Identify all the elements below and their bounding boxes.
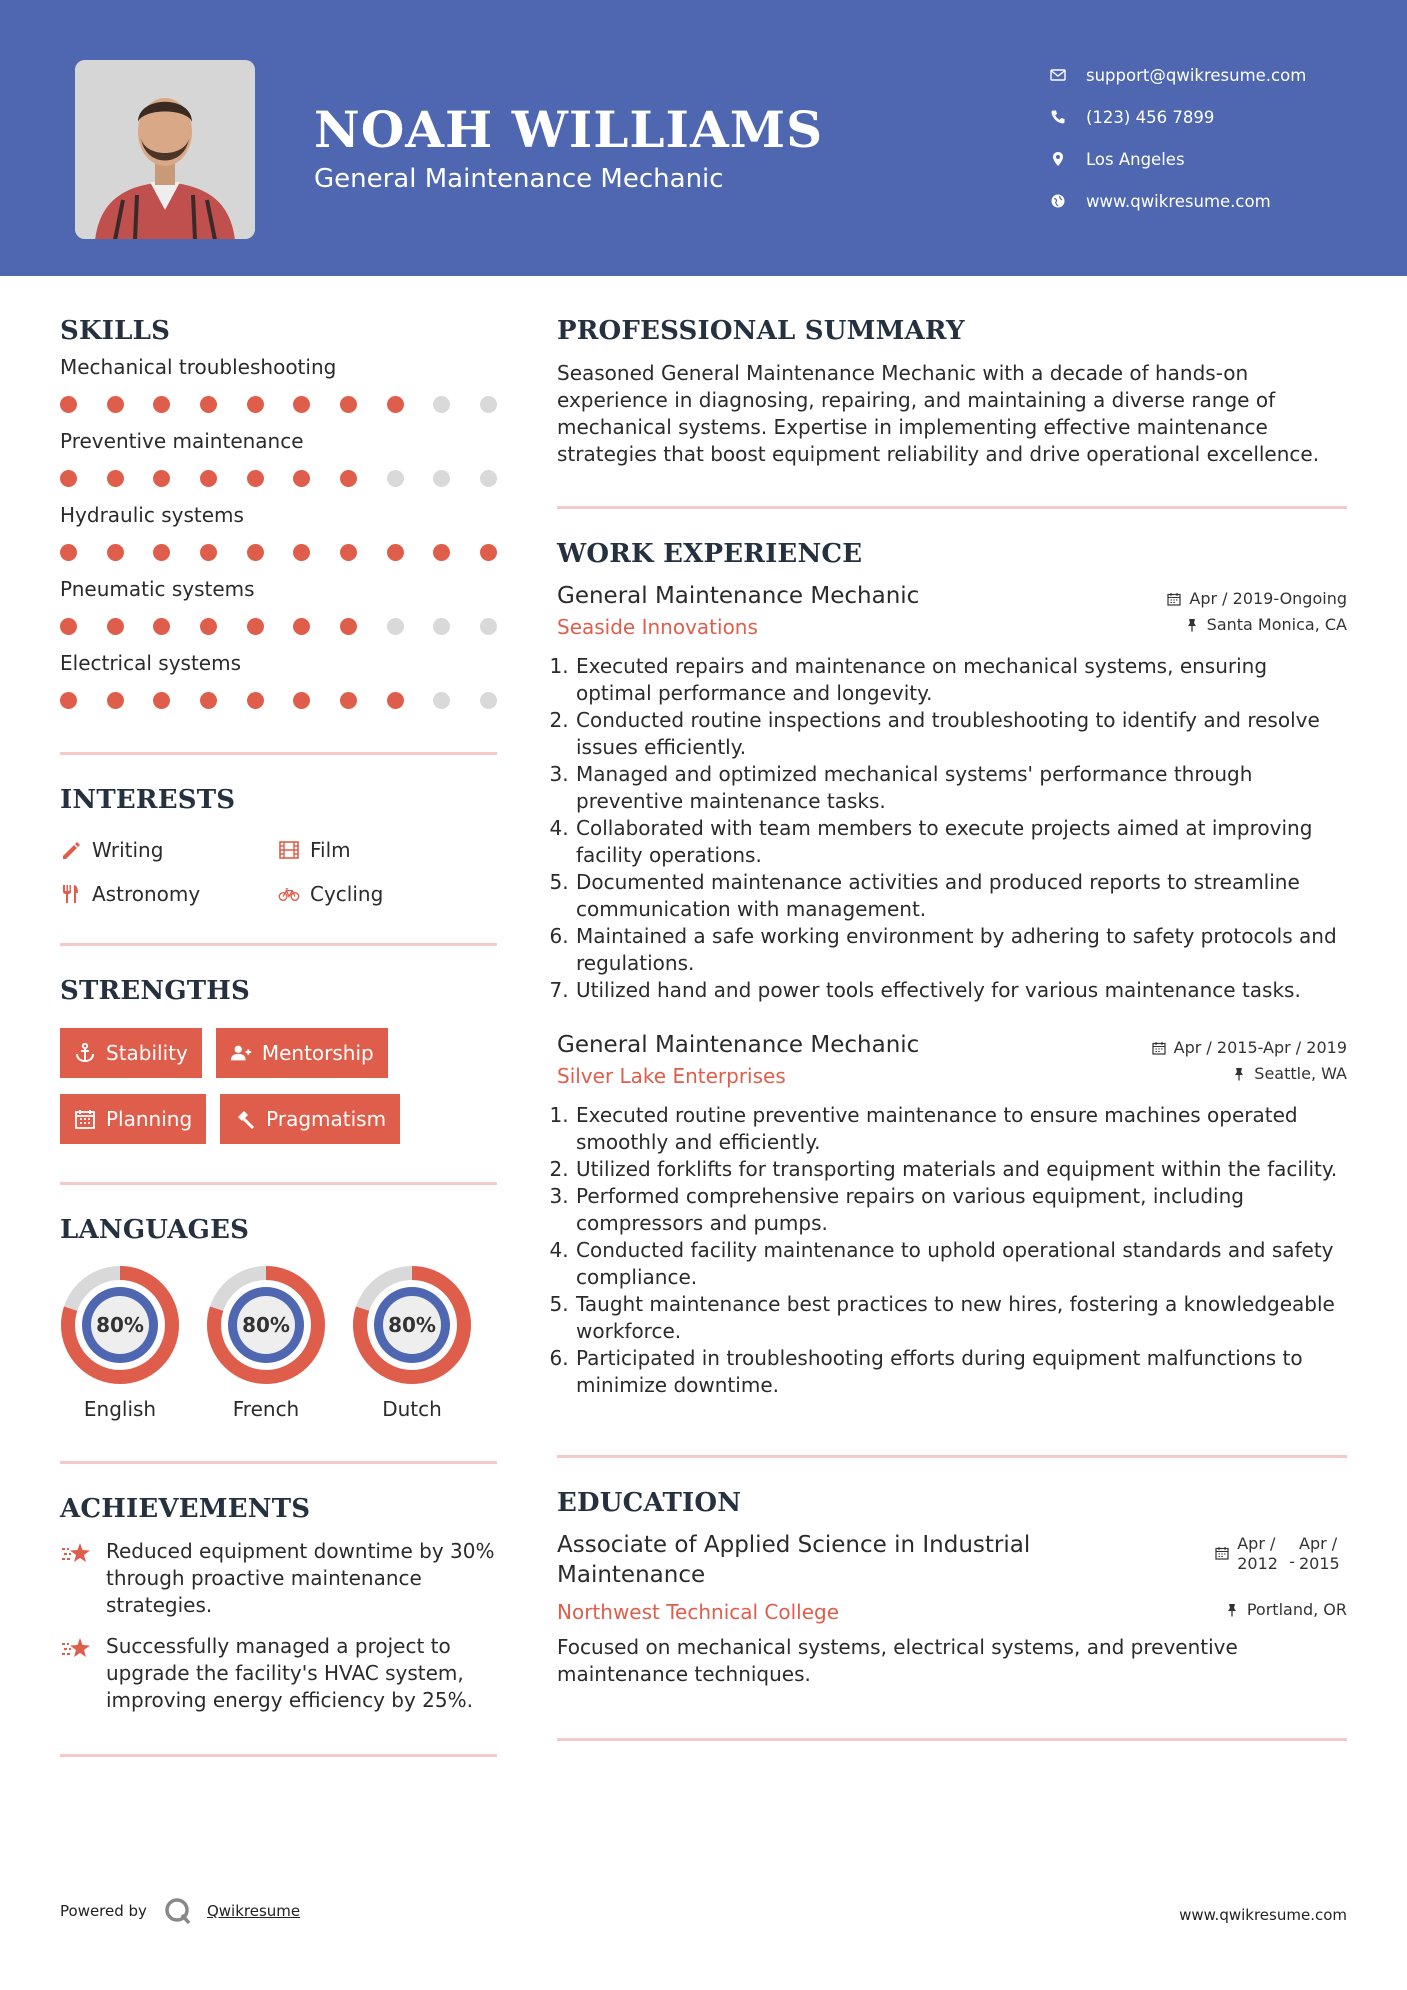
list-item: 4. Conducted facility maintenance to uphold operational standards and safety compliance. (575, 1237, 1347, 1291)
interest-item (278, 835, 496, 865)
rating-dot-filled (247, 544, 264, 561)
rating-dot-empty (433, 396, 450, 413)
left-column (60, 276, 497, 1757)
rating-dot-filled (293, 692, 310, 709)
skill-rating (60, 456, 497, 500)
rating-dot-filled (200, 470, 217, 487)
contact-website-text: www.qwikresume.com (1086, 191, 1271, 211)
language-item (60, 1265, 180, 1421)
interest-label: Cycling (310, 882, 384, 906)
strengths-heading: STRENGTHS (60, 976, 251, 1006)
skill-item (60, 500, 497, 574)
pushpin-icon (1232, 1067, 1246, 1081)
list-item: 2. Utilized forklifts for transporting materials and equipment within the facility. (575, 1156, 1347, 1183)
education-heading: EDUCATION (557, 1488, 742, 1518)
calendar-icon (74, 1108, 96, 1130)
calendar-icon (1167, 592, 1181, 606)
skill-name: Mechanical troubleshooting (60, 355, 337, 379)
rating-dot-empty (433, 470, 450, 487)
achievements-list (60, 1538, 497, 1714)
rating-dot-filled (60, 544, 77, 561)
phone-icon (1050, 109, 1086, 125)
rating-dot-filled (293, 544, 310, 561)
header-banner (0, 0, 1407, 276)
school-name: Northwest Technical College (557, 1600, 840, 1624)
achievements-heading: ACHIEVEMENTS (60, 1494, 311, 1524)
rating-dot-filled (60, 470, 77, 487)
rating-dot-filled (247, 618, 264, 635)
contact-website[interactable] (1050, 180, 1380, 222)
pushpin-icon (1185, 618, 1199, 632)
rating-dot-filled (387, 396, 404, 413)
rating-dot-filled (153, 470, 170, 487)
rating-dot-empty (387, 470, 404, 487)
strength-label: Mentorship (261, 1041, 374, 1065)
rating-dot-filled (200, 692, 217, 709)
candidate-title: General Maintenance Mechanic (314, 164, 724, 194)
rating-dot-empty (433, 618, 450, 635)
summary-heading: PROFESSIONAL SUMMARY (557, 316, 965, 346)
job-dates (1167, 589, 1347, 608)
interest-label: Writing (92, 838, 164, 862)
rating-dot-filled (107, 692, 124, 709)
rating-dot-empty (480, 618, 497, 635)
job-location (1232, 1064, 1347, 1083)
right-column (557, 276, 1347, 1741)
education-end: Apr / 2015 (1299, 1534, 1340, 1573)
language-gauge (352, 1265, 472, 1385)
rating-dot-filled (153, 396, 170, 413)
skills-heading: SKILLS (60, 316, 171, 346)
rating-dot-filled (200, 618, 217, 635)
rating-dot-filled (340, 544, 357, 561)
strengths-list (60, 1028, 497, 1144)
interest-label: Astronomy (92, 882, 201, 906)
strength-tag (60, 1028, 202, 1078)
list-item: 1. Executed routine preventive maintenance to ensure machines operated smoothly and efficiently. (575, 1102, 1347, 1156)
list-item: 4. Collaborated with team members to execute projects aimed at improving facility operations. (575, 815, 1347, 869)
rating-dot-filled (293, 618, 310, 635)
rating-dot-filled (247, 470, 264, 487)
rating-dot-empty (480, 396, 497, 413)
interest-item (278, 879, 496, 909)
contact-email-text: support@qwikresume.com (1086, 65, 1307, 85)
brand-link[interactable]: Qwikresume (206, 1902, 301, 1920)
strength-tag (216, 1028, 388, 1078)
contact-email[interactable] (1050, 54, 1380, 96)
rating-dot-filled (60, 618, 77, 635)
contact-phone-text: (123) 456 7899 (1086, 107, 1215, 127)
interests-list (60, 835, 497, 909)
interest-item (60, 879, 278, 909)
rating-dot-filled (107, 396, 124, 413)
skill-name: Preventive maintenance (60, 429, 304, 453)
rating-dot-filled (153, 544, 170, 561)
achievement-text: Reduced equipment downtime by 30% through proactive maintenance strategies. (106, 1539, 495, 1617)
language-name: English (83, 1397, 157, 1421)
utensils-icon (60, 883, 82, 905)
rating-dot-filled (387, 692, 404, 709)
skill-item (60, 648, 497, 722)
job-entry (557, 1032, 1347, 1399)
powered-by-text: Powered by (60, 1902, 147, 1920)
achievement-text: Successfully managed a project to upgrade the facility's HVAC system, improving energy efficiency by 25%. (106, 1634, 473, 1712)
list-item: 5. Documented maintenance activities and produced reports to streamline communication with management. (575, 869, 1347, 923)
profile-photo (75, 60, 255, 239)
anchor-icon (74, 1042, 96, 1064)
gauge-percent-label: 80% (96, 1313, 144, 1337)
skill-rating (60, 382, 497, 426)
rating-dot-empty (480, 692, 497, 709)
job-dates-text: Apr / 2019-Ongoing (1189, 589, 1347, 608)
strength-label: Pragmatism (266, 1107, 387, 1131)
interest-item (60, 835, 278, 865)
rating-dot-empty (480, 470, 497, 487)
rating-dot-filled (200, 544, 217, 561)
strength-label: Stability (106, 1041, 188, 1065)
language-name: French (232, 1397, 300, 1421)
language-item (352, 1265, 472, 1421)
list-item: 1. Executed repairs and maintenance on mechanical systems, ensuring optimal performance and longevity. (575, 653, 1347, 707)
list-item: 3. Managed and optimized mechanical systems' performance through preventive maintenance tasks. (575, 761, 1347, 815)
list-item: 2. Conducted routine inspections and troubleshooting to identify and resolve issues efficiently. (575, 707, 1347, 761)
rating-dot-filled (107, 544, 124, 561)
rating-dot-empty (433, 692, 450, 709)
rating-dot-filled (153, 618, 170, 635)
star-rocket-icon (60, 1540, 92, 1568)
achievement-item (60, 1538, 497, 1619)
rating-dot-filled (293, 396, 310, 413)
language-name: Dutch (382, 1397, 442, 1421)
skill-rating (60, 604, 497, 648)
contact-phone[interactable] (1050, 96, 1380, 138)
calendar-icon (1152, 1041, 1166, 1055)
languages-heading: LANGUAGES (60, 1215, 250, 1245)
bicycle-icon (278, 883, 300, 905)
map-marker-icon (1050, 151, 1086, 167)
film-icon (278, 839, 300, 861)
skill-item (60, 426, 497, 500)
skills-list (60, 352, 497, 722)
rating-dot-filled (387, 544, 404, 561)
job-title: General Maintenance Mechanic (557, 1032, 920, 1058)
rating-dot-filled (340, 470, 357, 487)
skill-name: Pneumatic systems (60, 577, 255, 601)
rating-dot-filled (60, 692, 77, 709)
company-name: Seaside Innovations (557, 615, 758, 639)
rating-dot-filled (340, 692, 357, 709)
star-rocket-icon (60, 1635, 92, 1663)
rating-dot-filled (200, 396, 217, 413)
footer-powered-by (60, 1896, 300, 1926)
company-name: Silver Lake Enterprises (557, 1064, 786, 1088)
achievement-item (60, 1633, 497, 1714)
rating-dot-filled (153, 692, 170, 709)
contact-location-text: Los Angeles (1086, 149, 1185, 169)
gauge-percent-label: 80% (388, 1313, 436, 1337)
contact-location (1050, 138, 1380, 180)
job-title: General Maintenance Mechanic (557, 583, 920, 609)
rating-dot-filled (247, 692, 264, 709)
skill-name: Electrical systems (60, 651, 242, 675)
list-item: 7. Utilized hand and power tools effectively for various maintenance tasks. (575, 977, 1347, 1004)
degree-title: Associate of Applied Science in Industrial Maintenance (557, 1532, 1031, 1588)
strength-label: Planning (106, 1107, 193, 1131)
rating-dot-filled (293, 470, 310, 487)
skill-item (60, 352, 497, 426)
job-location (1185, 615, 1347, 634)
pencil-icon (60, 839, 82, 861)
rating-dot-filled (340, 396, 357, 413)
interests-heading: INTERESTS (60, 785, 236, 815)
list-item: 6. Participated in troubleshooting efforts during equipment malfunctions to minimize downtime. (575, 1345, 1347, 1399)
section-divider (60, 1754, 497, 1757)
education-dates (1215, 1534, 1347, 1574)
list-item: 6. Maintained a safe working environment by adhering to safety protocols and regulations. (575, 923, 1347, 977)
education-location-text: Portland, OR (1246, 1600, 1347, 1619)
envelope-icon (1050, 67, 1086, 83)
job-entry (557, 583, 1347, 1004)
job-dates-text: Apr / 2015-Apr / 2019 (1173, 1038, 1347, 1057)
skill-rating (60, 678, 497, 722)
skill-name: Hydraulic systems (60, 503, 244, 527)
experience-heading: WORK EXPERIENCE (557, 539, 863, 569)
education-start: Apr / 2012 (1237, 1534, 1278, 1573)
job-location-text: Seattle, WA (1254, 1064, 1347, 1083)
education-entry (557, 1530, 1347, 1688)
user-plus-icon (230, 1042, 252, 1064)
responsibilities-list (557, 1102, 1347, 1399)
language-item (206, 1265, 326, 1421)
rating-dot-filled (480, 544, 497, 561)
contact-list (1050, 54, 1380, 222)
responsibilities-list (557, 653, 1347, 1004)
list-item: 5. Taught maintenance best practices to new hires, fostering a knowledgeable workforce. (575, 1291, 1347, 1345)
rating-dot-empty (387, 618, 404, 635)
candidate-name: NOAH WILLIAMS (314, 100, 824, 159)
strength-tag (220, 1094, 400, 1144)
job-location-text: Santa Monica, CA (1206, 615, 1347, 634)
rating-dot-filled (340, 618, 357, 635)
interest-label: Film (310, 838, 351, 862)
languages-list (60, 1265, 497, 1421)
education-date-separator: - (1289, 1552, 1295, 1571)
language-gauge (60, 1265, 180, 1385)
rating-dot-filled (247, 396, 264, 413)
rating-dot-filled (107, 470, 124, 487)
rating-dot-filled (107, 618, 124, 635)
footer-website-link[interactable]: www.qwikresume.com (1179, 1906, 1347, 1924)
section-divider (557, 1738, 1347, 1741)
summary-text: Seasoned General Maintenance Mechanic with a decade of hands-on experience in diagnosing, repairing, and maintaining a diverse range of mechanical systems. Expertise in implementing effective maintenance strategies that boost equipment reliability and drive operational excellence. (557, 361, 1320, 466)
gavel-icon (234, 1108, 256, 1130)
gauge-percent-label: 80% (242, 1313, 290, 1337)
language-gauge (206, 1265, 326, 1385)
education-description: Focused on mechanical systems, electrical systems, and preventive maintenance techniques. (557, 1635, 1238, 1686)
rating-dot-filled (433, 544, 450, 561)
globe-icon (1050, 193, 1086, 209)
qwikresume-logo-icon (163, 1896, 193, 1926)
strength-tag (60, 1094, 206, 1144)
skill-item (60, 574, 497, 648)
education-location (1225, 1600, 1347, 1619)
skill-rating (60, 530, 497, 574)
calendar-icon (1215, 1546, 1229, 1560)
rating-dot-filled (60, 396, 77, 413)
pushpin-icon (1225, 1603, 1239, 1617)
job-dates (1152, 1038, 1347, 1057)
list-item: 3. Performed comprehensive repairs on various equipment, including compressors and pumps. (575, 1183, 1347, 1237)
